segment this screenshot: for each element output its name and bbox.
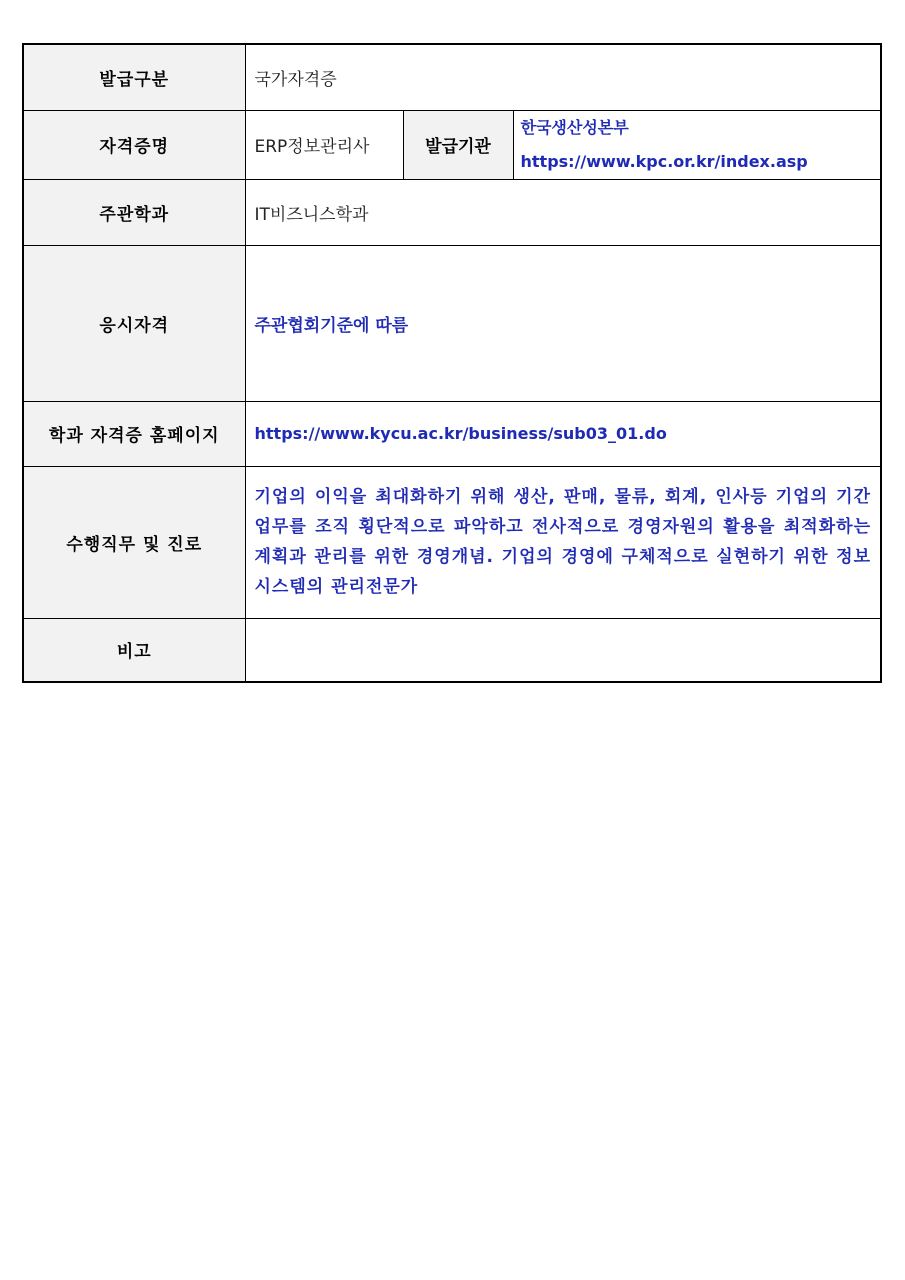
eligibility-label: 응시자격 — [23, 245, 245, 401]
issuer-label: 발급기관 — [403, 110, 513, 179]
issue-type-value: 국가자격증 — [245, 44, 881, 110]
remarks-label: 비고 — [23, 618, 245, 682]
career-description: 기업의 이익을 최대화하기 위해 생산, 판매, 물류, 회계, 인사등 기업의 기간업무를 조직 횡단적으로 파악하고 전사적으로 경영자원의 활용을 최적화하는 계획과 관리를 위한 경영개념. 기업의 경영에 구체적으로 실현하기 위한 정보시스템의 관리전문가 — [245, 466, 881, 618]
row-career — [23, 466, 881, 618]
row-remarks — [23, 618, 881, 682]
department-label: 주관학과 — [23, 179, 245, 245]
row-homepage — [23, 401, 881, 466]
certificate-name-label: 자격증명 — [23, 110, 245, 179]
issuer-cell — [513, 110, 881, 179]
row-department — [23, 179, 881, 245]
remarks-value — [245, 618, 881, 682]
issuer-name: 한국생산성본부 — [520, 117, 629, 137]
homepage-label: 학과 자격증 홈페이지 — [23, 401, 245, 466]
row-certificate — [23, 110, 881, 179]
eligibility-value: 주관협회기준에 따름 — [245, 245, 881, 401]
row-issue-type — [23, 44, 881, 110]
department-value: IT비즈니스학과 — [245, 179, 881, 245]
certificate-name-value: ERP정보관리사 — [245, 110, 403, 179]
issue-type-label: 발급구분 — [23, 44, 245, 110]
career-label: 수행직무 및 진로 — [23, 466, 245, 618]
issuer-url-link[interactable]: https://www.kpc.or.kr/index.asp — [520, 151, 808, 171]
row-eligibility — [23, 245, 881, 401]
certificate-info-table — [22, 43, 882, 683]
homepage-url-link[interactable]: https://www.kycu.ac.kr/business/sub03_01.do — [245, 401, 881, 466]
